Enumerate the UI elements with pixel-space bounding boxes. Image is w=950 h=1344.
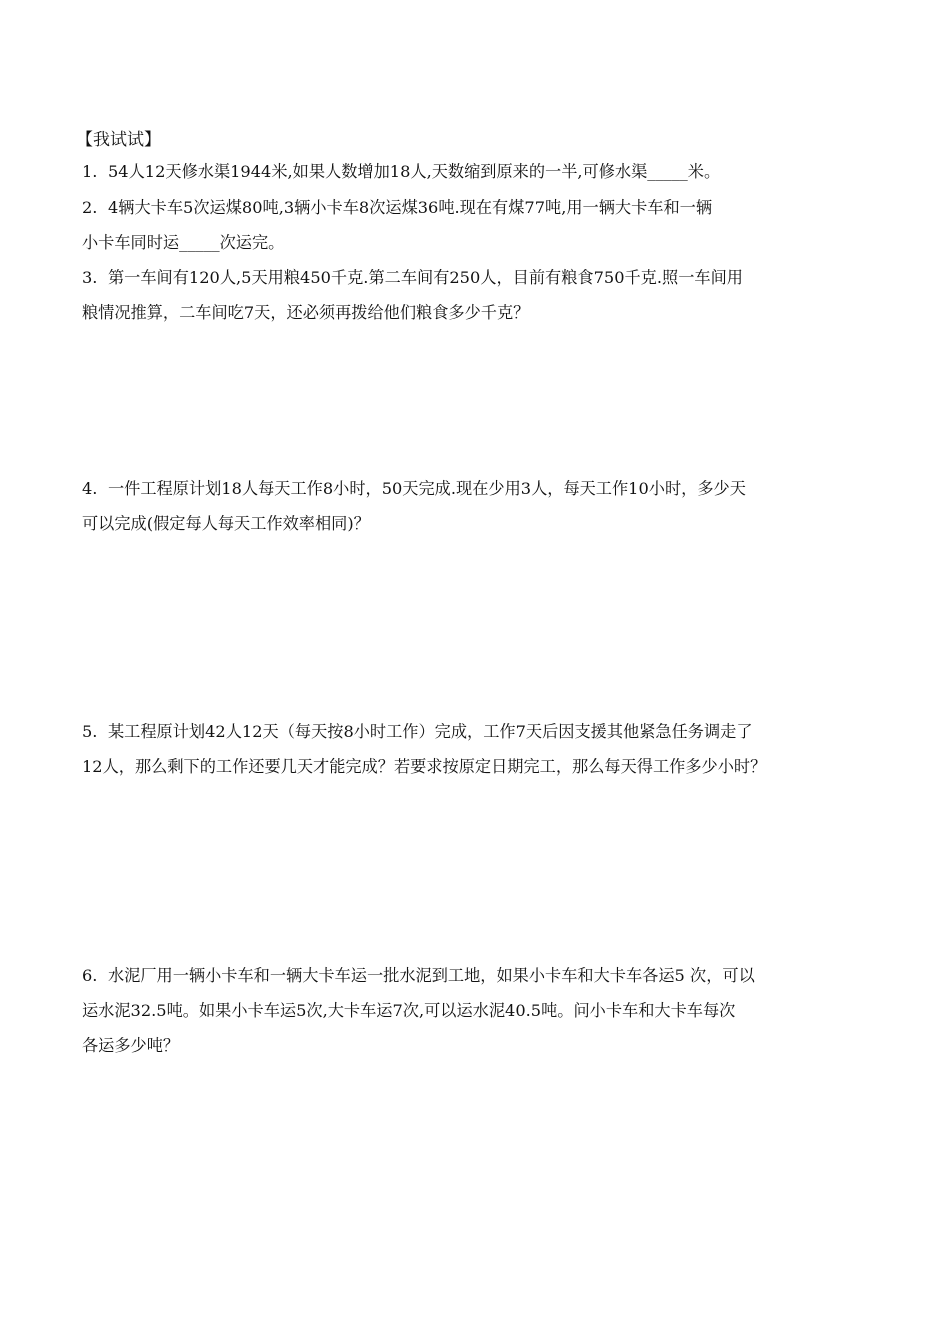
problem-2 xyxy=(82,196,882,266)
problem-5-line-2: 12人，那么剩下的工作还要几天才能完成？若要求按原定日期完工，那么每天得工作多少小时？ xyxy=(82,757,767,776)
problem-6-line-2: 运水泥32.5吨。如果小卡车运5次,大卡车运7次,可以运水泥40.5吨。问小卡车和大卡车每次 xyxy=(82,1001,736,1020)
problem-1-line-1: 1. 54人12天修水渠1944米,如果人数增加18人,天数缩到原来的一半,可修水渠_____米。 xyxy=(82,160,882,195)
problem-4-line-2: 可以完成(假定每人每天工作效率相同)？ xyxy=(82,514,370,533)
problem-5-line-1: 5. 某工程原计划42人12天（每天按8小时工作）完成，工作7天后因支援其他紧急任务调走了 xyxy=(82,720,882,755)
problem-1-number: 1. xyxy=(82,162,98,181)
problem-4 xyxy=(82,477,882,547)
problem-2-line-2: 小卡车同时运_____次运完。 xyxy=(82,233,285,252)
problem-5 xyxy=(82,720,882,790)
problem-4-line-1: 4. 一件工程原计划18人每天工作8小时，50天完成.现在少用3人，每天工作10小时，多少天 xyxy=(82,477,882,512)
problem-1 xyxy=(82,160,882,195)
problem-2-line-1: 2. 4辆大卡车5次运煤80吨,3辆小卡车8次运煤36吨.现在有煤77吨,用一辆大卡车和一辆 xyxy=(82,196,882,231)
problem-6-line-1: 6. 水泥厂用一辆小卡车和一辆大卡车运一批水泥到工地，如果小卡车和大卡车各运5 次，可以 xyxy=(82,964,882,999)
problem-3-number: 3. xyxy=(82,268,98,287)
section-heading: 【我试试】 xyxy=(76,130,161,150)
problem-3 xyxy=(82,266,882,336)
problem-6 xyxy=(82,964,882,1069)
problem-5-number: 5. xyxy=(82,722,98,741)
problem-3-line-2: 粮情况推算，二车间吃7天，还必须再拨给他们粮食多少千克？ xyxy=(82,303,530,322)
problem-4-number: 4. xyxy=(82,479,98,498)
problem-6-line-3: 各运多少吨？ xyxy=(82,1036,180,1055)
problem-2-number: 2. xyxy=(82,198,98,217)
problem-6-number: 6. xyxy=(82,966,98,985)
problem-3-line-1: 3. 第一车间有120人,5天用粮450千克.第二车间有250人，目前有粮食750千克.照一车间用 xyxy=(82,266,882,301)
